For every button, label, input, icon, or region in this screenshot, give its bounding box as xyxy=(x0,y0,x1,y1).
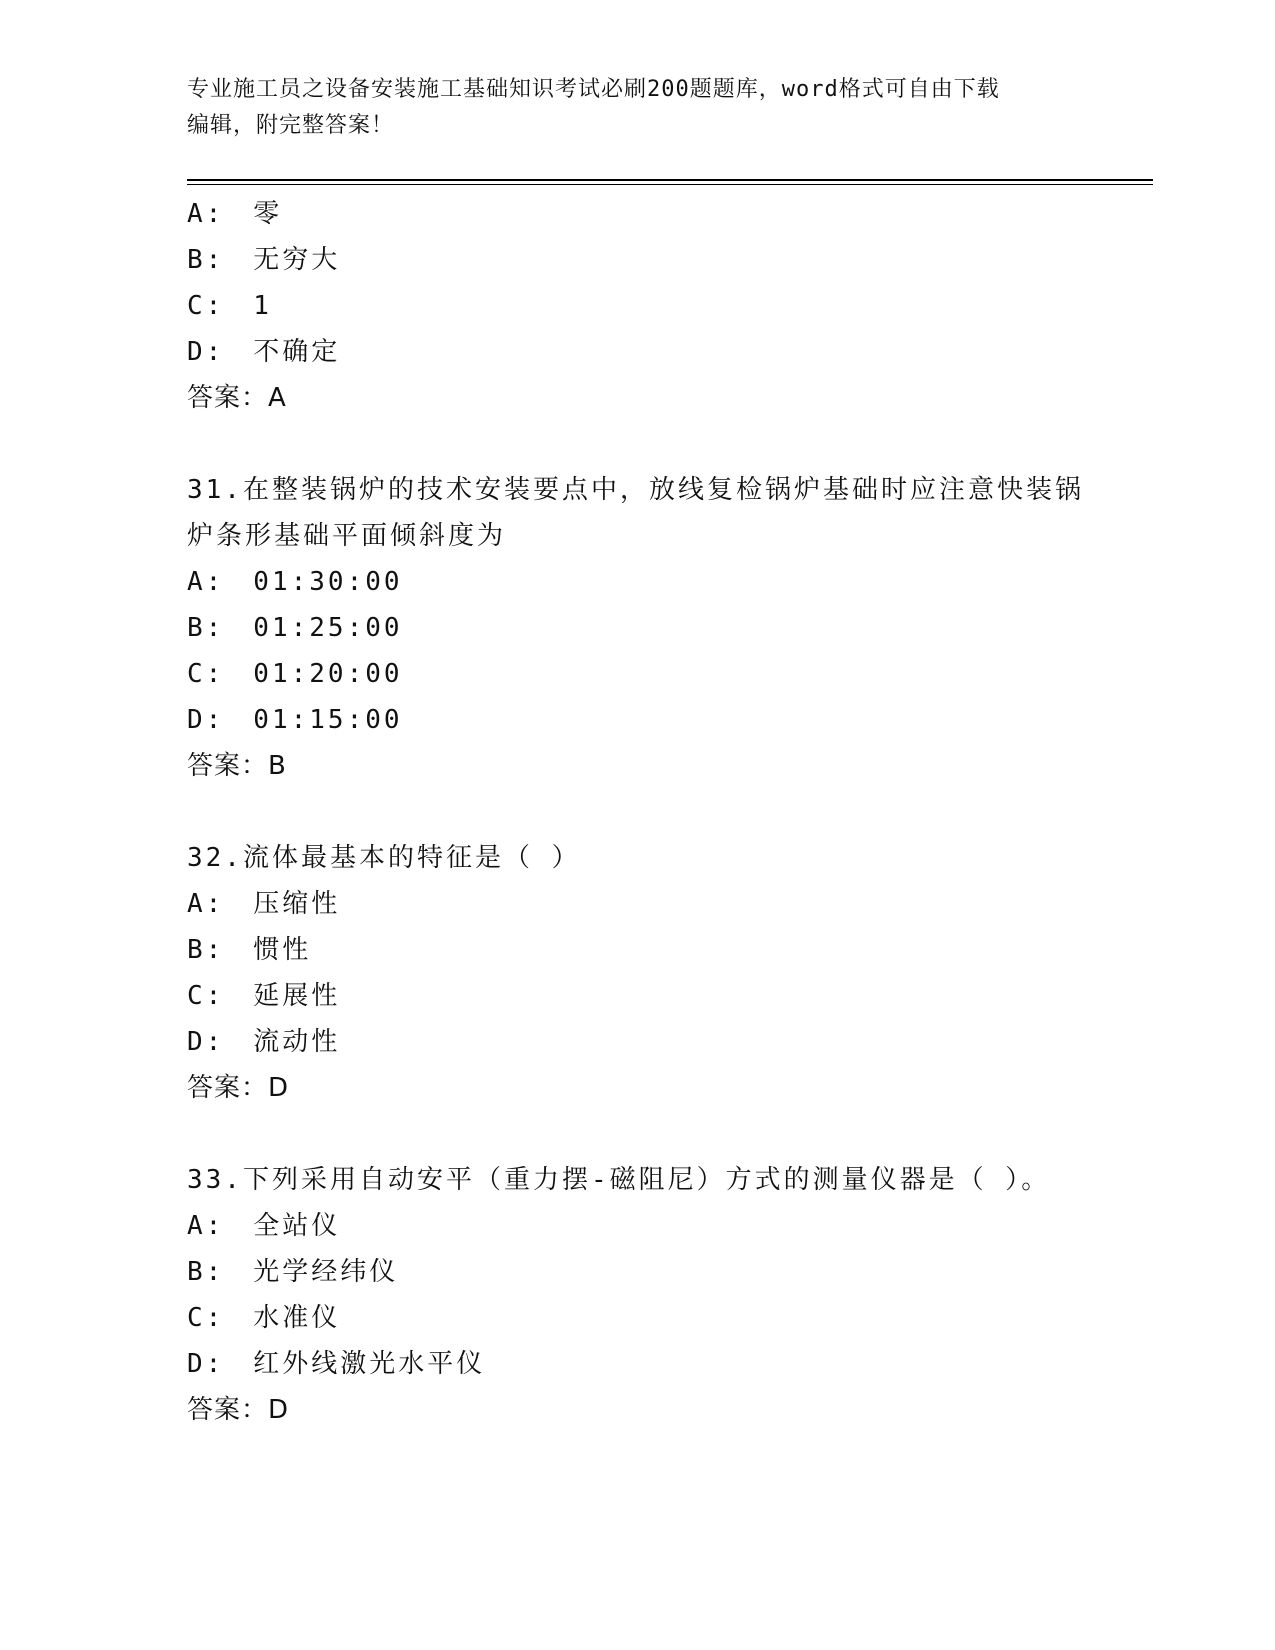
answer-line: 答案：D xyxy=(187,1395,290,1425)
question-block-30 xyxy=(187,191,1087,421)
option-a: A: 压缩性 xyxy=(187,889,341,919)
option-c: C: 01:20:00 xyxy=(187,659,403,689)
question-stem: 31.在整装锅炉的技术安装要点中，放线复检锅炉基础时应注意快装锅炉条形基础平面倾斜度为 xyxy=(187,475,1084,551)
question-stem: 33.下列采用自动安平（重力摆-磁阻尼）方式的测量仪器是（ ）。 xyxy=(187,1165,1051,1195)
option-b: B: 01:25:00 xyxy=(187,613,403,643)
header-divider xyxy=(187,179,1153,181)
question-list xyxy=(187,191,1087,1433)
option-d: D: 红外线激光水平仪 xyxy=(187,1349,486,1379)
option-d: D: 01:15:00 xyxy=(187,705,403,735)
answer-line: 答案：D xyxy=(187,1073,290,1103)
option-b: B: 无穷大 xyxy=(187,245,341,275)
option-b: B: 惯性 xyxy=(187,935,312,965)
answer-line: 答案：A xyxy=(187,383,287,413)
option-c: C: 水准仪 xyxy=(187,1303,341,1333)
option-c: C: 1 xyxy=(187,291,272,321)
option-a: A: 零 xyxy=(187,199,283,229)
option-d: D: 流动性 xyxy=(187,1027,341,1057)
header-title-line-2: 编辑，附完整答案！ xyxy=(187,113,395,138)
option-a: A: 01:30:00 xyxy=(187,567,403,597)
option-d: D: 不确定 xyxy=(187,337,341,367)
header-title-line-1: 专业施工员之设备安装施工基础知识考试必刷200题题库，word格式可自由下载 xyxy=(187,77,1000,102)
question-stem: 32.流体最基本的特征是（ ） xyxy=(187,843,581,873)
question-block-31 xyxy=(187,467,1087,789)
option-a: A: 全站仪 xyxy=(187,1211,341,1241)
header-divider-thin xyxy=(187,184,1153,185)
option-b: B: 光学经纬仪 xyxy=(187,1257,399,1287)
question-block-32 xyxy=(187,835,1087,1111)
option-c: C: 延展性 xyxy=(187,981,341,1011)
answer-line: 答案：B xyxy=(187,751,287,781)
question-block-33 xyxy=(187,1157,1087,1433)
page-header xyxy=(187,72,1067,144)
